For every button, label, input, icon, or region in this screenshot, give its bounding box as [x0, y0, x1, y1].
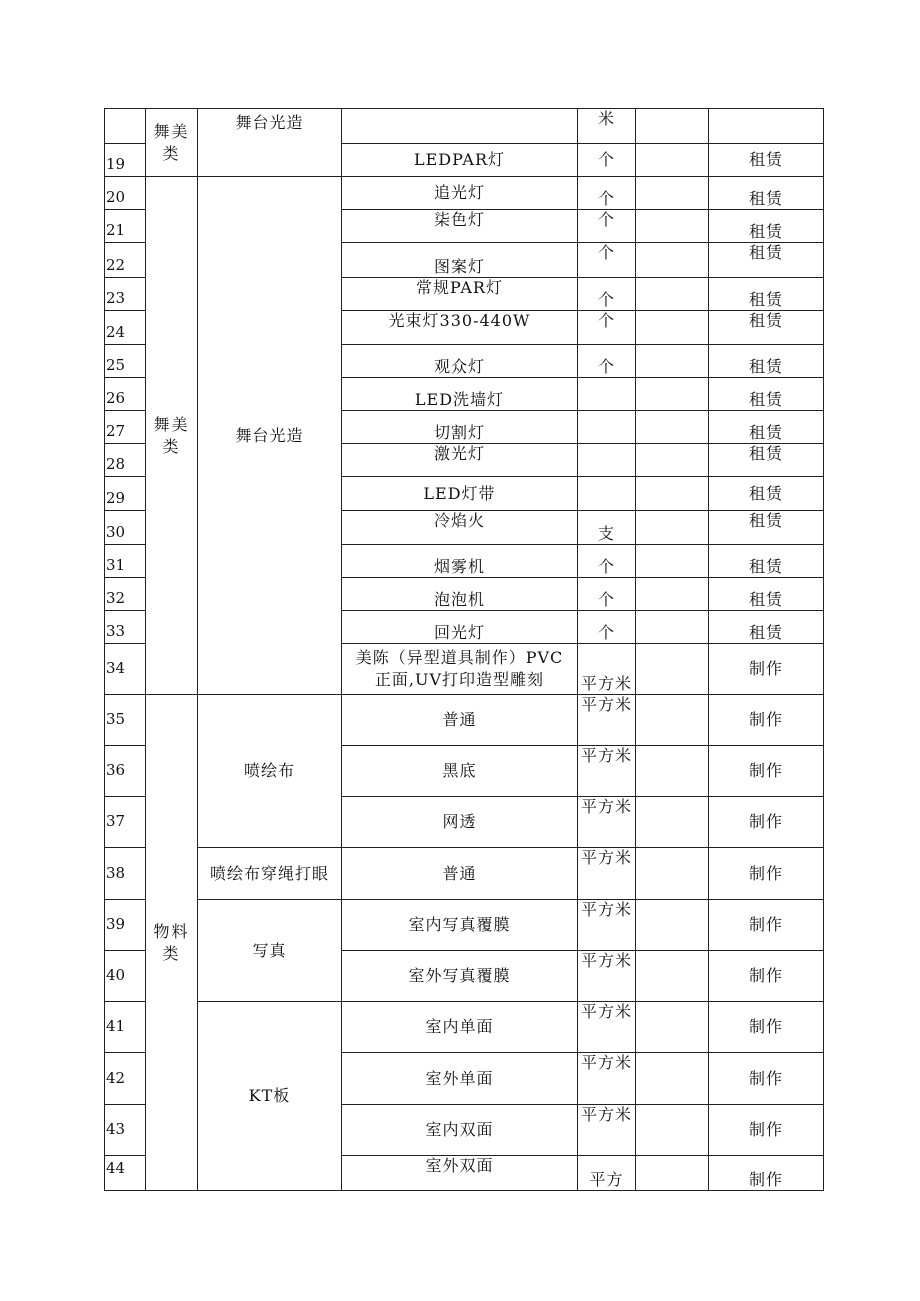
item-unit — [578, 477, 636, 511]
item-unit: 个 — [578, 545, 636, 578]
subcategory-cell: 喷绘布穿绳打眼 — [198, 848, 342, 900]
table-row — [105, 900, 824, 951]
row-number: 25 — [105, 345, 146, 378]
row-number: 29 — [105, 477, 146, 511]
item-qty — [636, 511, 709, 545]
item-mode: 租赁 — [709, 578, 824, 611]
item-name — [342, 644, 578, 695]
row-number: 33 — [105, 611, 146, 644]
item-mode: 租赁 — [709, 545, 824, 578]
subcategory-cell: 舞台光造 — [198, 109, 342, 177]
item-qty — [636, 210, 709, 243]
item-qty — [636, 644, 709, 695]
item-unit: 个 — [578, 578, 636, 611]
item-unit — [578, 411, 636, 444]
item-mode: 租赁 — [709, 611, 824, 644]
item-mode: 制作 — [709, 951, 824, 1002]
table-row — [105, 109, 824, 144]
item-name: 观众灯 — [342, 345, 578, 378]
item-mode: 租赁 — [709, 210, 824, 243]
row-number: 34 — [105, 644, 146, 695]
item-mode: 制作 — [709, 1002, 824, 1053]
item-qty — [636, 109, 709, 144]
row-number: 39 — [105, 900, 146, 951]
table-row — [105, 177, 824, 210]
item-name-line: 正面,UV打印造型雕刻 — [374, 670, 545, 689]
item-unit: 平方米 — [578, 848, 636, 900]
row-number: 19 — [105, 144, 146, 177]
item-qty — [636, 378, 709, 411]
item-qty — [636, 411, 709, 444]
item-name: 常规PAR灯 — [342, 278, 578, 311]
row-number: 42 — [105, 1053, 146, 1105]
item-qty — [636, 1053, 709, 1105]
row-number: 20 — [105, 177, 146, 210]
item-mode: 租赁 — [709, 378, 824, 411]
row-number: 28 — [105, 444, 146, 477]
item-qty — [636, 1156, 709, 1191]
item-name: 黑底 — [342, 746, 578, 797]
item-mode: 租赁 — [709, 144, 824, 177]
table-row — [105, 848, 824, 900]
row-number: 24 — [105, 311, 146, 345]
row-number: 35 — [105, 695, 146, 746]
item-mode: 制作 — [709, 900, 824, 951]
item-name: LED洗墙灯 — [342, 378, 578, 411]
item-name: LEDPAR灯 — [342, 144, 578, 177]
item-mode: 制作 — [709, 848, 824, 900]
item-name: 冷焰火 — [342, 511, 578, 545]
item-name: 室外写真覆膜 — [342, 951, 578, 1002]
item-unit — [578, 378, 636, 411]
item-mode: 租赁 — [709, 477, 824, 511]
item-name-line: 美陈（异型道具制作）PVC — [355, 648, 564, 667]
row-number: 36 — [105, 746, 146, 797]
row-number — [105, 109, 146, 144]
item-qty — [636, 278, 709, 311]
category-cell: 舞美 类 — [146, 109, 198, 177]
item-unit: 平方米 — [578, 746, 636, 797]
item-name: 室外单面 — [342, 1053, 578, 1105]
item-qty — [636, 848, 709, 900]
table-row — [105, 1002, 824, 1053]
item-qty — [636, 545, 709, 578]
row-number: 32 — [105, 578, 146, 611]
item-mode: 制作 — [709, 1053, 824, 1105]
item-qty — [636, 611, 709, 644]
item-mode — [709, 109, 824, 144]
item-unit: 平方米 — [578, 900, 636, 951]
item-qty — [636, 444, 709, 477]
row-number: 27 — [105, 411, 146, 444]
item-mode: 租赁 — [709, 444, 824, 477]
item-name: 回光灯 — [342, 611, 578, 644]
subcategory-cell: 喷绘布 — [198, 695, 342, 848]
item-qty — [636, 900, 709, 951]
row-number: 43 — [105, 1105, 146, 1156]
item-mode: 租赁 — [709, 278, 824, 311]
item-mode: 租赁 — [709, 243, 824, 278]
row-number: 41 — [105, 1002, 146, 1053]
item-name: 切割灯 — [342, 411, 578, 444]
item-mode: 制作 — [709, 1105, 824, 1156]
row-number: 38 — [105, 848, 146, 900]
item-name: 普通 — [342, 848, 578, 900]
item-name: 普通 — [342, 695, 578, 746]
row-number: 30 — [105, 511, 146, 545]
item-mode: 租赁 — [709, 345, 824, 378]
item-mode: 租赁 — [709, 411, 824, 444]
item-name: 柒色灯 — [342, 210, 578, 243]
item-unit: 个 — [578, 278, 636, 311]
row-number: 44 — [105, 1156, 146, 1191]
item-qty — [636, 345, 709, 378]
subcategory-cell: KT板 — [198, 1002, 342, 1191]
item-name: 烟雾机 — [342, 545, 578, 578]
item-name: 网透 — [342, 797, 578, 848]
item-name: 光束灯330-440W — [342, 311, 578, 345]
item-name: 室内写真覆膜 — [342, 900, 578, 951]
row-number: 22 — [105, 243, 146, 278]
item-mode: 制作 — [709, 746, 824, 797]
subcategory-cell: 舞台光造 — [198, 177, 342, 695]
subcategory-cell: 写真 — [198, 900, 342, 1002]
item-name: 图案灯 — [342, 243, 578, 278]
row-number: 40 — [105, 951, 146, 1002]
item-unit: 个 — [578, 144, 636, 177]
row-number: 37 — [105, 797, 146, 848]
item-unit: 个 — [578, 345, 636, 378]
item-mode: 租赁 — [709, 511, 824, 545]
item-unit: 支 — [578, 511, 636, 545]
item-qty — [636, 477, 709, 511]
item-unit: 米 — [578, 109, 636, 144]
item-name: 追光灯 — [342, 177, 578, 210]
table-row — [105, 695, 824, 746]
item-unit: 个 — [578, 243, 636, 278]
item-unit: 个 — [578, 311, 636, 345]
item-qty — [636, 951, 709, 1002]
item-qty — [636, 1002, 709, 1053]
item-unit — [578, 444, 636, 477]
item-mode: 制作 — [709, 797, 824, 848]
item-mode: 制作 — [709, 695, 824, 746]
item-unit: 平方米 — [578, 1053, 636, 1105]
category-cell: 舞美 类 — [146, 177, 198, 695]
item-qty — [636, 578, 709, 611]
item-unit: 平方米 — [578, 695, 636, 746]
item-qty — [636, 746, 709, 797]
item-unit: 平方米 — [578, 1002, 636, 1053]
item-qty — [636, 797, 709, 848]
item-name: 泡泡机 — [342, 578, 578, 611]
item-qty — [636, 311, 709, 345]
row-number: 31 — [105, 545, 146, 578]
item-unit: 平方米 — [578, 1105, 636, 1156]
item-qty — [636, 243, 709, 278]
item-unit: 平方米 — [578, 797, 636, 848]
row-number: 23 — [105, 278, 146, 311]
item-qty — [636, 144, 709, 177]
item-qty — [636, 177, 709, 210]
category-cell: 物料 类 — [146, 695, 198, 1191]
item-unit: 个 — [578, 177, 636, 210]
item-name: 室内双面 — [342, 1105, 578, 1156]
item-unit: 平方 — [578, 1156, 636, 1191]
item-qty — [636, 695, 709, 746]
item-name: 激光灯 — [342, 444, 578, 477]
item-name — [342, 109, 578, 144]
item-unit: 个 — [578, 611, 636, 644]
item-name: 室外双面 — [342, 1156, 578, 1191]
item-qty — [636, 1105, 709, 1156]
item-mode: 制作 — [709, 644, 824, 695]
quote-table — [104, 108, 824, 1191]
item-mode: 制作 — [709, 1156, 824, 1191]
row-number: 21 — [105, 210, 146, 243]
item-mode: 租赁 — [709, 311, 824, 345]
item-unit: 平方米 — [578, 951, 636, 1002]
item-name: LED灯带 — [342, 477, 578, 511]
row-number: 26 — [105, 378, 146, 411]
item-unit: 平方米 — [578, 644, 636, 695]
item-mode: 租赁 — [709, 177, 824, 210]
item-unit: 个 — [578, 210, 636, 243]
item-name: 室内单面 — [342, 1002, 578, 1053]
